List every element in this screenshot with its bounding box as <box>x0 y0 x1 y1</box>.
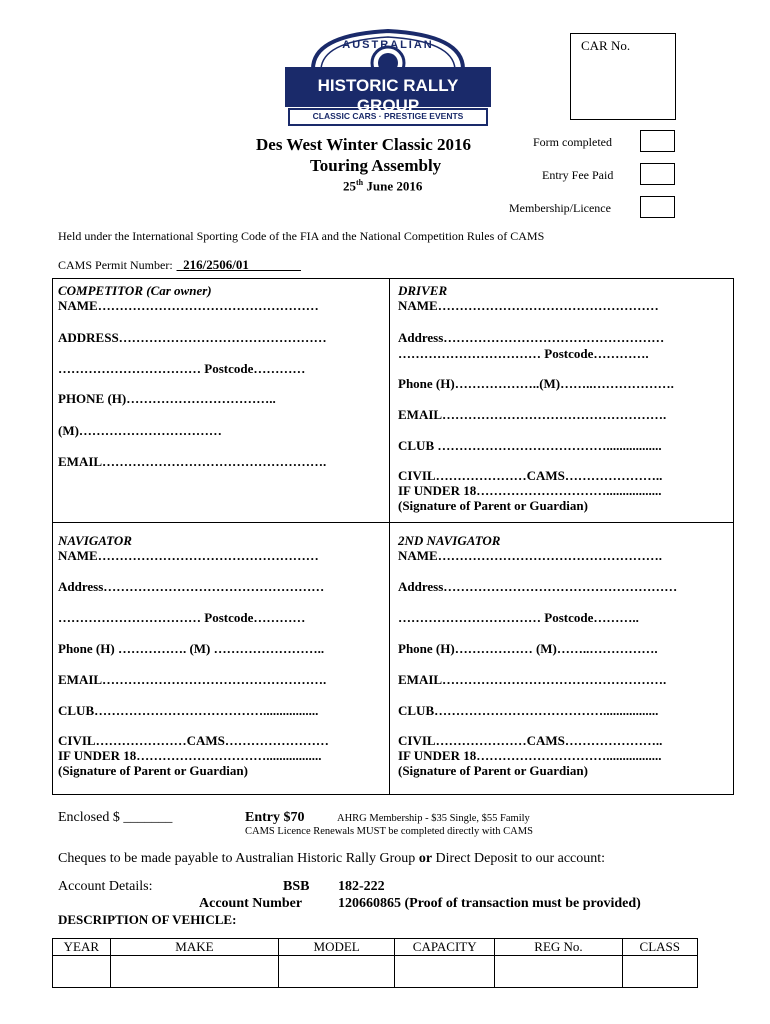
navigator2-address-field[interactable]: Address……………………………………………… <box>398 579 678 594</box>
car-number-box[interactable] <box>570 33 676 120</box>
permit-label: CAMS Permit Number: <box>58 258 173 272</box>
model-cell[interactable] <box>279 956 395 988</box>
navigator-under18-field[interactable]: IF UNDER 18…………………………................. <box>58 748 322 763</box>
cheques-text-a: Cheques to be made payable to Australian Historic Rally Group <box>58 851 419 866</box>
navigator-name-field[interactable]: NAME…………………………………………… <box>58 548 319 563</box>
membership-label: Membership/Licence <box>509 201 611 215</box>
account-number-label: Account Number <box>199 896 303 911</box>
navigator-email-field[interactable]: EMAIL……………………………………………. <box>58 672 327 687</box>
col-model: MODEL <box>279 939 395 956</box>
driver-heading: DRIVER <box>398 283 448 298</box>
navigator-civil-cams-field[interactable]: CIVIL…………………CAMS…………………… <box>58 733 329 748</box>
vehicle-table-row <box>53 956 698 988</box>
permit-number <box>58 256 301 274</box>
bsb-value: 182-222 <box>338 879 385 894</box>
entry-fee-paid-checkbox[interactable] <box>640 163 675 185</box>
account-details-label: Account Details: <box>58 879 153 894</box>
membership-fees: AHRG Membership - $35 Single, $55 Family <box>337 813 530 824</box>
col-year: YEAR <box>53 939 111 956</box>
competitor-heading: COMPETITOR (Car owner) <box>58 283 212 298</box>
entry-fee: Entry $70 <box>245 810 305 825</box>
cheques-or: or <box>418 851 433 866</box>
vehicle-heading: DESCRIPTION OF VEHICLE: <box>58 912 237 927</box>
event-date-day: 25 <box>343 178 356 194</box>
logo-top-text: AUSTRALIAN <box>342 39 434 51</box>
class-cell[interactable] <box>622 956 697 988</box>
reg-no-cell[interactable] <box>495 956 622 988</box>
form-completed-label: Form completed <box>533 135 612 149</box>
driver-postcode-field[interactable]: …………………………… Postcode…………. <box>398 346 649 361</box>
navigator-address-field[interactable]: Address…………………………………………… <box>58 579 325 594</box>
permit-value: _216/2506/01________ <box>176 257 301 272</box>
driver-name-field[interactable]: NAME…………………………………………… <box>398 298 659 313</box>
col-reg-no: REG No. <box>495 939 622 956</box>
navigator2-civil-cams-field[interactable]: CIVIL…………………CAMS………………….. <box>398 733 663 748</box>
driver-under18-field[interactable]: IF UNDER 18…………………………................. <box>398 483 662 498</box>
navigator2-club-field[interactable]: CLUB…………………………………................. <box>398 703 659 718</box>
cheques-text <box>58 851 605 867</box>
navigator-club-field[interactable]: CLUB…………………………………................. <box>58 703 319 718</box>
grid-divider-vertical <box>389 278 390 795</box>
make-cell[interactable] <box>110 956 279 988</box>
competitor-phone-m-field[interactable]: (M)…………………………… <box>58 423 222 438</box>
enclosed-amount-field[interactable]: Enclosed $ _______ <box>58 810 173 825</box>
year-cell[interactable] <box>53 956 111 988</box>
event-date <box>343 178 422 194</box>
competitor-name-field[interactable]: NAME…………………………………………… <box>58 298 319 313</box>
driver-club-field[interactable]: CLUB …………………………………................. <box>398 438 662 453</box>
navigator-phone-field[interactable]: Phone (H) ……………. (M) …………………….. <box>58 641 325 656</box>
navigator-heading: NAVIGATOR <box>58 533 132 548</box>
entry-fee-paid-label: Entry Fee Paid <box>542 168 614 182</box>
driver-civil-cams-field[interactable]: CIVIL…………………CAMS………………….. <box>398 468 663 483</box>
competitor-address-field[interactable]: ADDRESS………………………………………… <box>58 330 327 345</box>
navigator-signature-note: (Signature of Parent or Guardian) <box>58 763 248 778</box>
navigator2-signature-note: (Signature of Parent or Guardian) <box>398 763 588 778</box>
competitor-phone-h-field[interactable]: PHONE (H)…………………………….. <box>58 391 276 406</box>
licence-renewals-note: CAMS Licence Renewals MUST be completed directly with CAMS <box>245 826 533 837</box>
bsb-label: BSB <box>283 879 310 894</box>
event-date-suffix: th <box>356 178 364 187</box>
account-number-value: 120660865 (Proof of transaction must be provided) <box>338 896 641 911</box>
capacity-cell[interactable] <box>395 956 495 988</box>
navigator2-under18-field[interactable]: IF UNDER 18…………………………................. <box>398 748 662 763</box>
grid-divider-horizontal <box>52 522 734 523</box>
car-number-label: CAR No. <box>581 38 631 53</box>
form-completed-checkbox[interactable] <box>640 130 675 152</box>
navigator-postcode-field[interactable]: …………………………… Postcode………… <box>58 610 306 625</box>
logo-tagline: CLASSIC CARS · PRESTIGE EVENTS <box>312 111 464 121</box>
competitor-email-field[interactable]: EMAIL……………………………………………. <box>58 454 327 469</box>
navigator2-email-field[interactable]: EMAIL……………………………………………. <box>398 672 667 687</box>
held-under-text: Held under the International Sporting Code of the FIA and the National Competition Rules of CAMS <box>58 229 545 243</box>
logo-main-text: HISTORIC RALLY GROUP <box>317 76 459 115</box>
vehicle-table-header <box>53 939 698 956</box>
competitor-postcode-field[interactable]: …………………………… Postcode………… <box>58 361 306 376</box>
cheques-text-b: Direct Deposit to our account: <box>432 851 606 866</box>
vehicle-table <box>52 938 698 988</box>
navigator2-phone-field[interactable]: Phone (H)……………… (M)……..……………. <box>398 641 658 656</box>
event-title: Des West Winter Classic 2016 <box>256 135 472 154</box>
driver-email-field[interactable]: EMAIL……………………………………………. <box>398 407 667 422</box>
event-subtitle: Touring Assembly <box>310 156 442 175</box>
driver-signature-note: (Signature of Parent or Guardian) <box>398 498 588 513</box>
driver-address-field[interactable]: Address…………………………………………… <box>398 330 665 345</box>
driver-phone-field[interactable]: Phone (H)………………..(M)……..………………. <box>398 376 674 391</box>
event-date-rest: June 2016 <box>363 178 423 194</box>
logo <box>283 27 493 127</box>
col-class: CLASS <box>622 939 697 956</box>
navigator2-heading: 2ND NAVIGATOR <box>398 533 501 548</box>
navigator2-name-field[interactable]: NAME……………………………………………. <box>398 548 662 563</box>
col-capacity: CAPACITY <box>395 939 495 956</box>
membership-checkbox[interactable] <box>640 196 675 218</box>
navigator2-postcode-field[interactable]: …………………………… Postcode……….. <box>398 610 639 625</box>
col-make: MAKE <box>110 939 279 956</box>
